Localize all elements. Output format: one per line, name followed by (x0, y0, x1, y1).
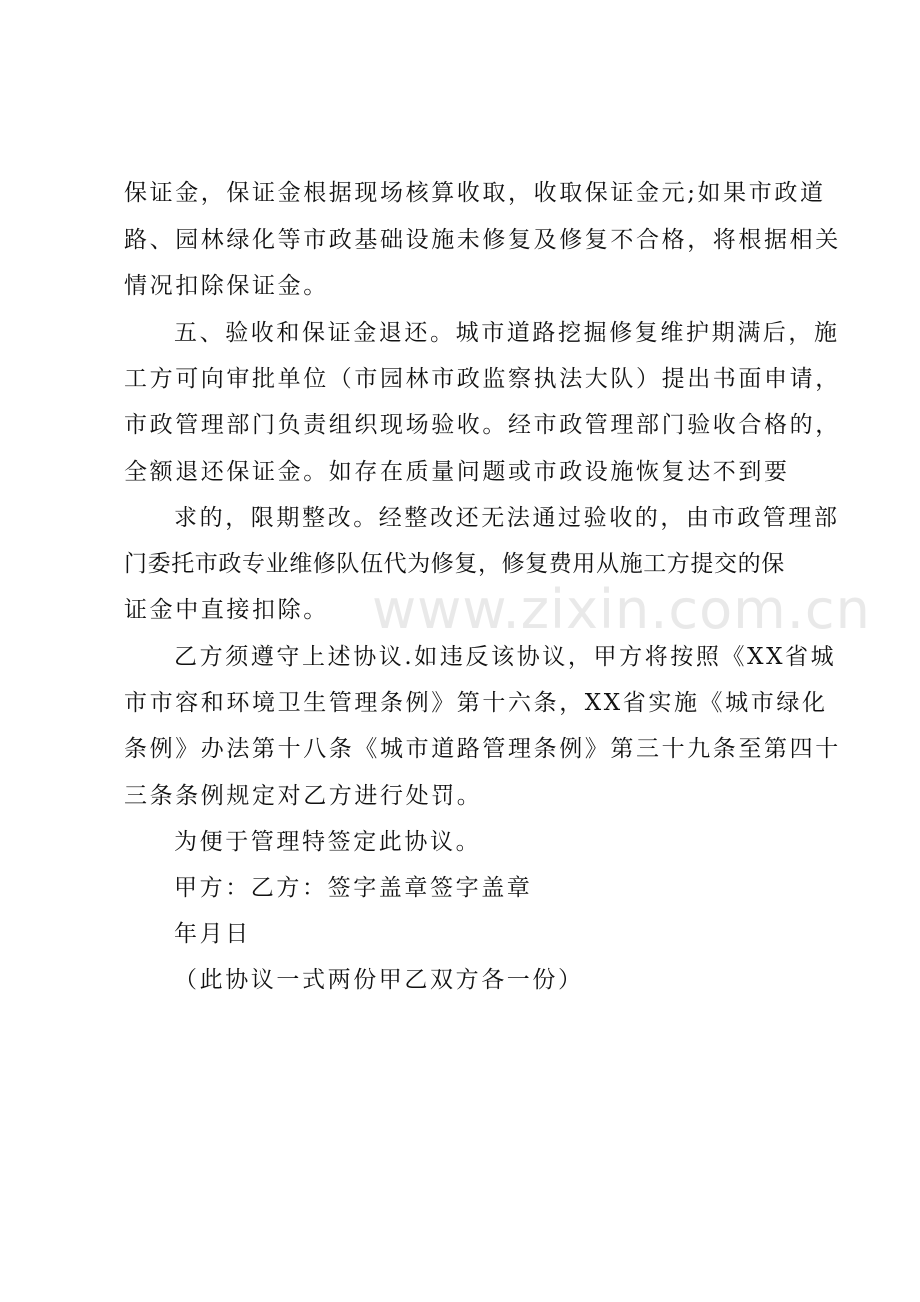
text-line-7: 全额退还保证金。如存在质量问题或市政设施恢复达不到要 (124, 459, 790, 485)
text-line-1: 保证金，保证金根据现场核算收取，收取保证金元;如果市政道 (124, 180, 826, 206)
text-line-6: 市政管理部门负责组织现场验收。经市政管理部门验收合格的， (124, 412, 841, 438)
text-line-3: 情况扣除保证金。 (124, 273, 329, 299)
text-line-4: 五、验收和保证金退还。城市道路挖掘修复维护期满后，施 (174, 320, 840, 346)
text-line-13: 条例》办法第十八条《城市道路管理条例》第三十九条至第四十 (124, 736, 841, 762)
text-line-2: 路、园林绿化等市政基础设施未修复及修复不合格，将根据相关 (124, 227, 841, 253)
signature-line: 甲方：乙方：签字盖章签字盖章 (174, 875, 533, 901)
text-line-14: 三条条例规定对乙方进行处罚。 (124, 783, 483, 809)
text-line-10: 证金中直接扣除。 (124, 597, 329, 623)
text-line-9: 门委托市政专业维修队伍代为修复，修复费用从施工方提交的保 (124, 551, 785, 577)
copies-note: （此协议一式两份甲乙双方各一份） (174, 967, 584, 993)
watermark: www.zixin.com.cn (372, 578, 871, 641)
date-line: 年月日 (174, 921, 251, 947)
text-line-12: 市市容和环境卫生管理条例》第十六条，XX省实施《城市绿化 (124, 690, 828, 716)
text-line-8: 求的，限期整改。经整改还无法通过验收的，由市政管理部 (174, 505, 840, 531)
text-line-5: 工方可向审批单位（市园林市政监察执法大队）提出书面申请， (124, 366, 841, 392)
text-line-15: 为便于管理特签定此协议。 (174, 829, 482, 855)
text-line-11: 乙方须遵守上述协议.如违反该协议，甲方将按照《XX省城 (174, 644, 837, 670)
